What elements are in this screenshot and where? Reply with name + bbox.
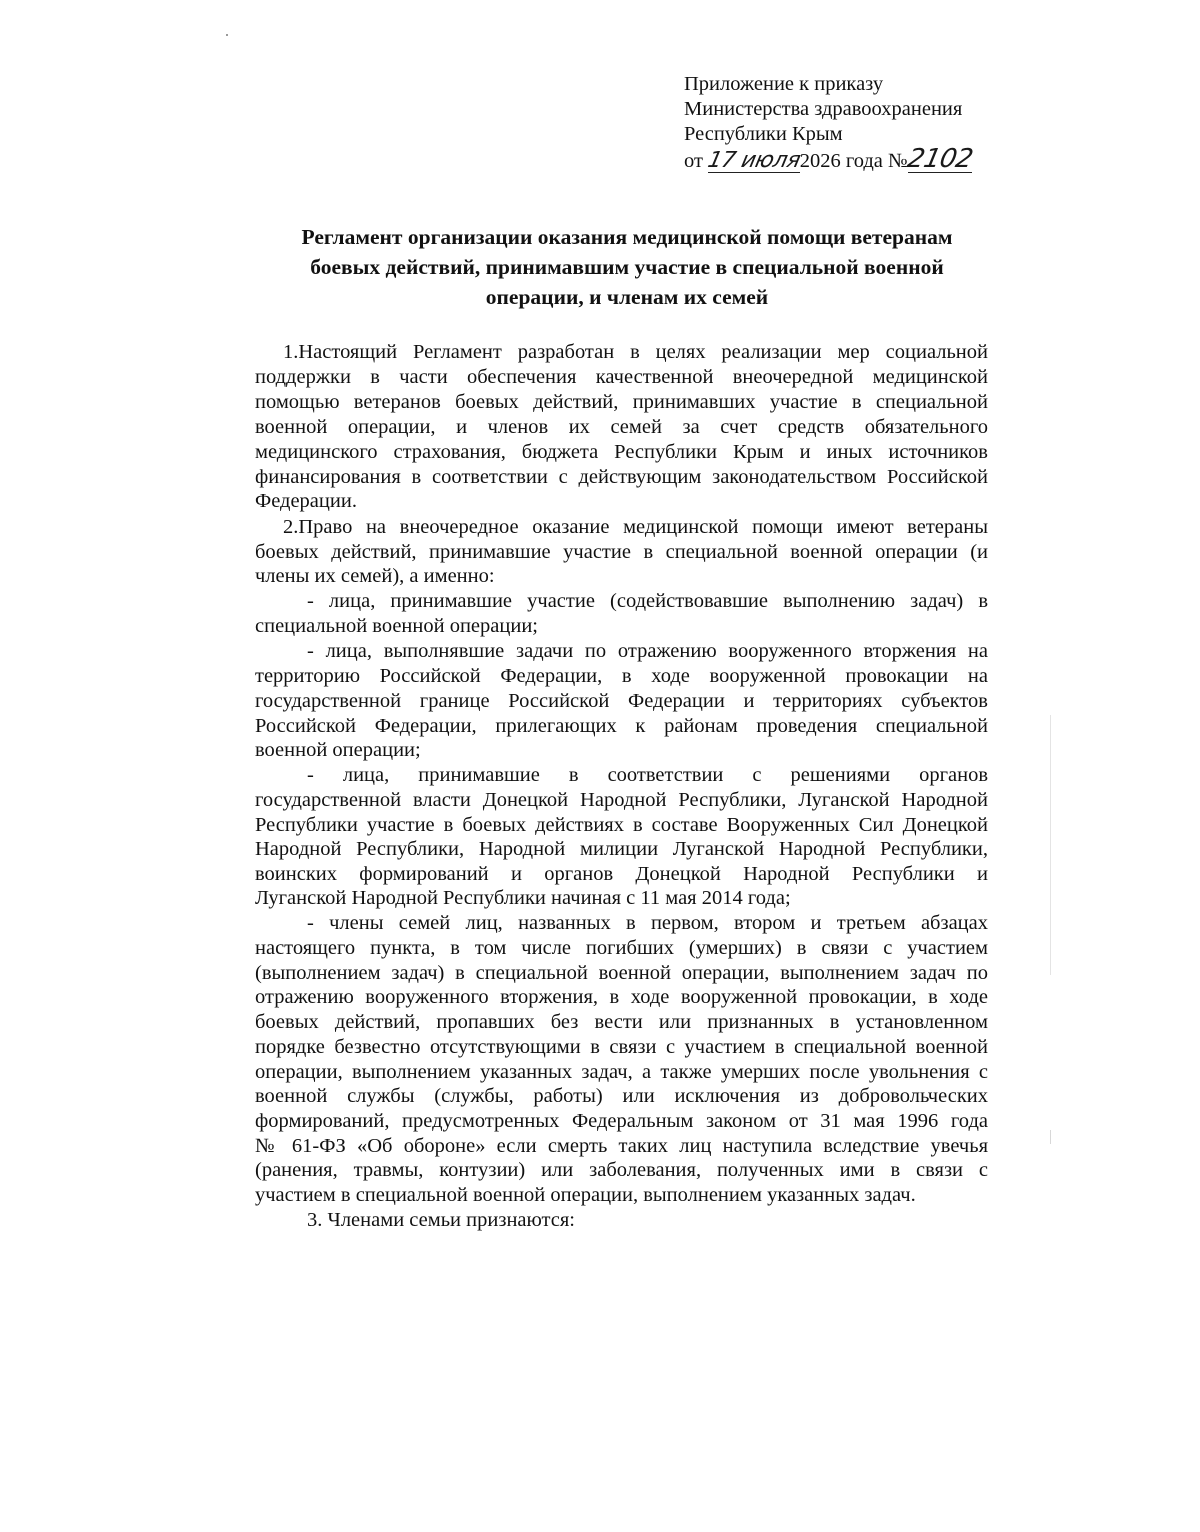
body-line: государственной границе Российской Федерации и территориях субъектов xyxy=(255,690,988,712)
scan-edge-mark xyxy=(1050,1130,1051,1144)
scan-edge-mark xyxy=(1050,715,1051,975)
body-line: № 61-ФЗ «Об обороне» если смерть таких лиц наступила вследствие увечья xyxy=(255,1135,988,1157)
body-line: операции, выполнением указанных задач, а также умерших после увольнения с xyxy=(255,1061,988,1083)
title-line-2: боевых действий, принимавшим участие в специальной военной xyxy=(310,255,944,279)
body-line: боевых действий, принимавшие участие в специальной военной операции (и xyxy=(255,541,988,563)
body-line: военной операции, и членов их семей за счет средств обязательного xyxy=(255,416,988,438)
body-line: члены их семей), а именно: xyxy=(255,565,495,587)
body-line: боевых действий, пропавших без вести или признанных в установленном xyxy=(255,1011,988,1033)
body-line: 3. Членами семьи признаются: xyxy=(307,1209,575,1231)
body-line: медицинского страхования, бюджета Республики Крым и иных источников xyxy=(255,441,988,463)
scan-speck xyxy=(226,34,228,36)
body-line: Луганской Народной Республики начиная с 11 мая 2014 года; xyxy=(255,887,791,909)
body-line: - лица, принимавшие участие (содействовавшие выполнению задач) в xyxy=(307,590,988,612)
date-suffix: 2026 года № xyxy=(799,150,908,172)
body-line: воинских формирований и органов Донецкой Народной Республики и xyxy=(255,863,988,885)
body-line: (ранения, травмы, контузии) или заболевания, полученных ими в связи с xyxy=(255,1159,988,1181)
body-line: (выполнением задач) в специальной военной операции, выполнением задач по xyxy=(255,962,988,984)
body-line: военной операции; xyxy=(255,739,421,761)
body-line: государственной власти Донецкой Народной Республики, Луганской Народной xyxy=(255,789,988,811)
title-line-3: операции, и членам их семей xyxy=(485,285,769,309)
title-line-1: Регламент организации оказания медицинской помощи ветеранам xyxy=(301,225,953,249)
body-line: - лица, принимавшие в соответствии с решениями органов xyxy=(307,764,988,786)
body-line: формирований, предусмотренных Федеральным законом от 31 мая 1996 года xyxy=(255,1110,988,1132)
body-line: поддержки в части обеспечения качественной внеочередной медицинской xyxy=(255,366,988,388)
handwritten-number: 2102 xyxy=(904,144,975,174)
handwritten-date-field xyxy=(705,148,803,173)
body-line: порядке безвестно отсутствующими в связи с участием в специальной военной xyxy=(255,1036,988,1058)
body-line: отражению вооруженного вторжения, в ходе вооруженной провокации, в ходе xyxy=(255,986,988,1008)
handwritten-number-field xyxy=(904,144,975,174)
body-line: территорию Российской Федерации, в ходе вооруженной провокации на xyxy=(255,665,988,687)
header-line-3: Республики Крым xyxy=(684,123,843,145)
body-line: Народной Республики, Народной милиции Луганской Народной Республики, xyxy=(255,838,988,860)
header-line-2: Министерства здравоохранения xyxy=(684,98,963,120)
handwritten-date: 17 июля xyxy=(705,148,803,173)
body-line: специальной военной операции; xyxy=(255,615,538,637)
body-line: - лица, выполнявшие задачи по отражению вооруженного вторжения на xyxy=(307,640,988,662)
body-line: финансирования в соответствии с действующим законодательством Российской xyxy=(255,466,988,488)
date-prefix: от xyxy=(684,150,703,172)
body-line: 2.Право на внеочередное оказание медицинской помощи имеют ветераны xyxy=(283,516,988,538)
body-line: Российской Федерации, прилегающих к районам проведения специальной xyxy=(255,715,988,737)
body-line: Республики участие в боевых действиях в составе Вооруженных Сил Донецкой xyxy=(255,814,988,836)
body-line: помощью ветеранов боевых действий, принимавших участие в специальной xyxy=(255,391,988,413)
body-line: военной службы (службы, работы) или исключения из добровольческих xyxy=(255,1085,988,1107)
header-line-1: Приложение к приказу xyxy=(684,73,884,95)
body-line: 1.Настоящий Регламент разработан в целях реализации мер социальной xyxy=(283,341,988,363)
body-line: участием в специальной военной операции, выполнением указанных задач. xyxy=(255,1184,916,1206)
body-line: Федерации. xyxy=(255,490,357,512)
body-line: настоящего пункта, в том числе погибших (умерших) в связи с участием xyxy=(255,937,988,959)
body-line: - члены семей лиц, названных в первом, втором и третьем абзацах xyxy=(307,912,988,934)
header-date-line xyxy=(684,144,975,174)
